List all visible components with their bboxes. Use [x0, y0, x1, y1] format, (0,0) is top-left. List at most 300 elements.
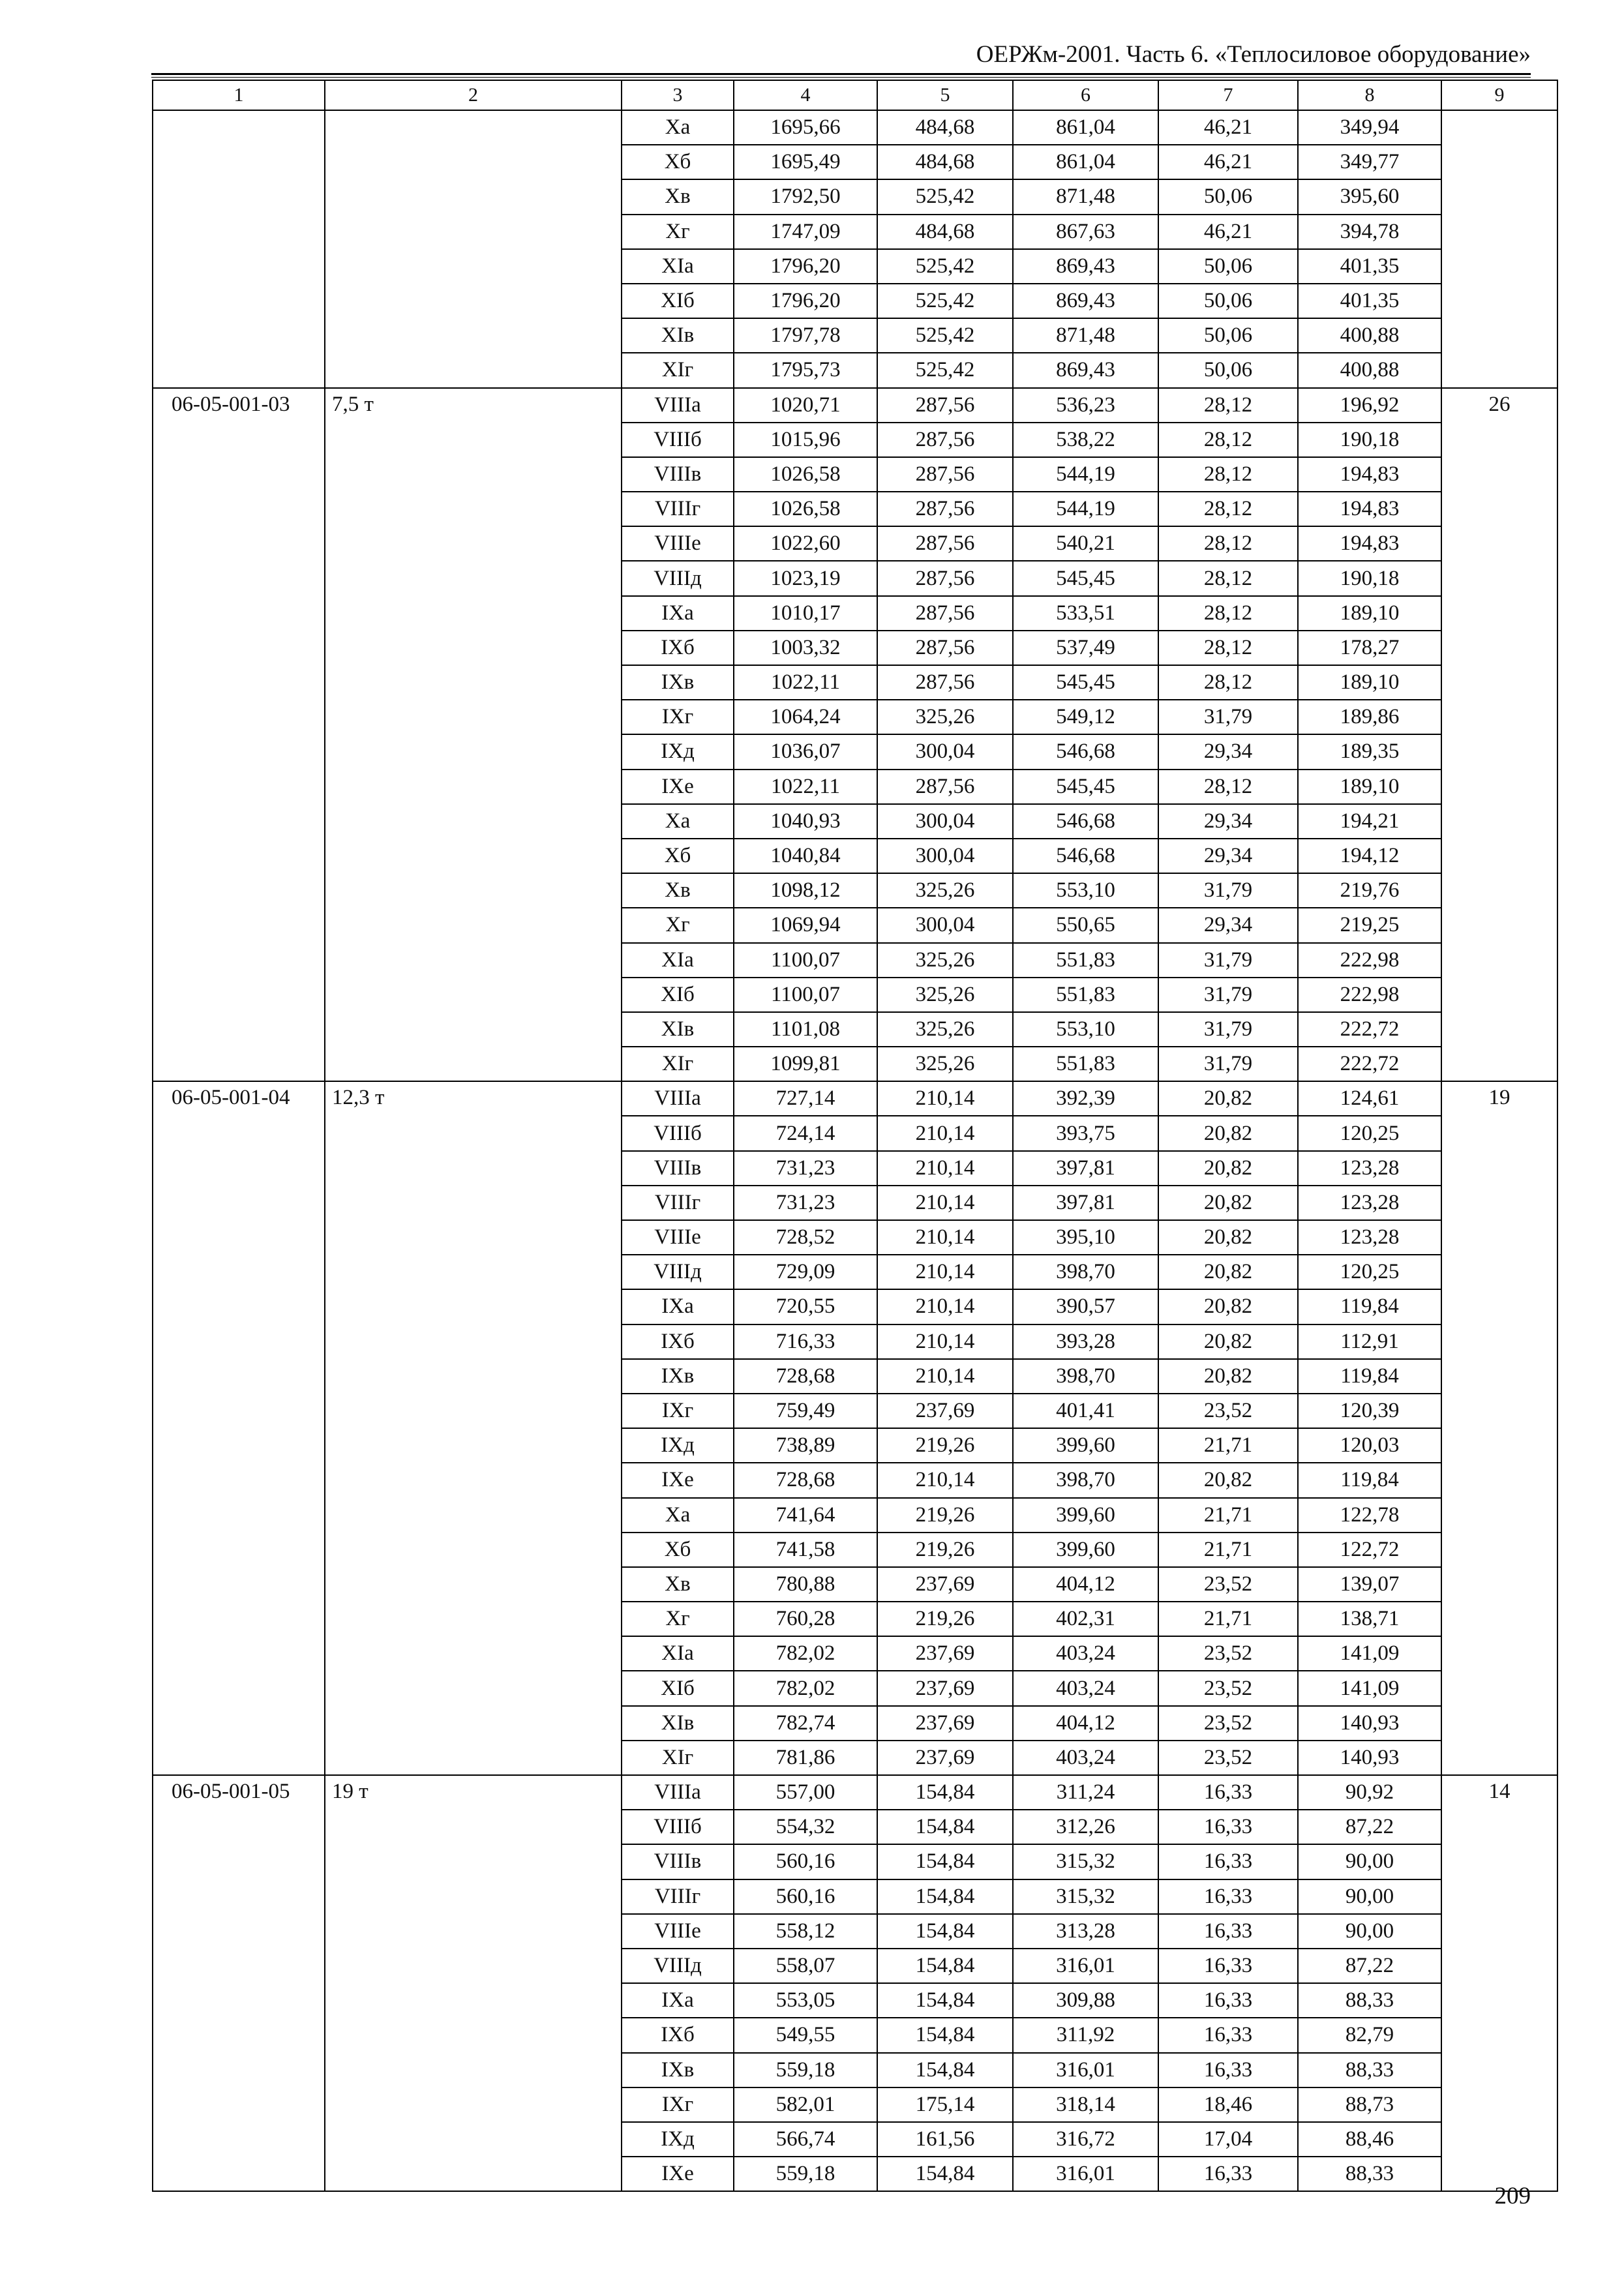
value-cell: 557,00 — [734, 1775, 877, 1810]
value-cell: 154,84 — [877, 1949, 1013, 1983]
value-cell: 28,12 — [1158, 770, 1298, 804]
value-cell: 88,33 — [1298, 1983, 1441, 2018]
variant-cell: VIIIe — [622, 526, 734, 561]
value-cell: 395,10 — [1013, 1220, 1158, 1255]
value-cell: 1795,73 — [734, 353, 877, 387]
value-cell: 551,83 — [1013, 1047, 1158, 1081]
value-cell: 28,12 — [1158, 388, 1298, 423]
value-cell: 18,46 — [1158, 2087, 1298, 2122]
value-cell: 17,04 — [1158, 2122, 1298, 2157]
value-cell: 154,84 — [877, 1810, 1013, 1844]
rate-code — [153, 110, 325, 388]
value-cell: 549,12 — [1013, 700, 1158, 734]
running-header: ОЕРЖм-2001. Часть 6. «Теплосиловое оборудование» — [976, 41, 1531, 68]
value-cell: 112,91 — [1298, 1324, 1441, 1359]
value-cell: 731,23 — [734, 1186, 877, 1220]
page-number: 209 — [1494, 2183, 1531, 2209]
value-cell: 313,28 — [1013, 1914, 1158, 1949]
value-cell: 728,52 — [734, 1220, 877, 1255]
value-cell: 399,60 — [1013, 1498, 1158, 1533]
value-cell: 398,70 — [1013, 1255, 1158, 1289]
value-cell: 210,14 — [877, 1186, 1013, 1220]
value-cell: 141,09 — [1298, 1671, 1441, 1705]
value-cell: 1026,58 — [734, 457, 877, 492]
value-cell: 194,83 — [1298, 526, 1441, 561]
variant-cell: XIв — [622, 1706, 734, 1741]
value-cell: 16,33 — [1158, 2157, 1298, 2191]
value-cell: 119,84 — [1298, 1359, 1441, 1394]
value-cell: 869,43 — [1013, 284, 1158, 318]
value-cell: 219,25 — [1298, 908, 1441, 942]
variant-cell: VIIIг — [622, 1186, 734, 1220]
value-cell: 741,58 — [734, 1533, 877, 1567]
value-cell: 1023,19 — [734, 561, 877, 595]
value-cell: 311,92 — [1013, 2018, 1158, 2052]
variant-cell: Xв — [622, 873, 734, 908]
value-cell: 154,84 — [877, 1983, 1013, 2018]
value-cell: 90,00 — [1298, 1914, 1441, 1949]
value-cell: 1020,71 — [734, 388, 877, 423]
value-cell: 50,06 — [1158, 353, 1298, 387]
value-cell: 154,84 — [877, 1879, 1013, 1914]
value-cell: 287,56 — [877, 526, 1013, 561]
value-cell: 28,12 — [1158, 492, 1298, 526]
value-cell: 119,84 — [1298, 1463, 1441, 1497]
value-cell: 525,42 — [877, 179, 1013, 214]
variant-cell: VIIIa — [622, 388, 734, 423]
value-cell: 349,77 — [1298, 145, 1441, 179]
variant-cell: IXв — [622, 665, 734, 700]
equipment-mass: 12,3 т — [325, 1081, 622, 1775]
value-cell: 222,72 — [1298, 1047, 1441, 1081]
value-cell: 1022,11 — [734, 770, 877, 804]
value-cell: 190,18 — [1298, 423, 1441, 457]
value-cell: 1069,94 — [734, 908, 877, 942]
value-cell: 210,14 — [877, 1289, 1013, 1324]
value-cell: 222,72 — [1298, 1012, 1441, 1047]
value-cell: 28,12 — [1158, 596, 1298, 631]
value-cell: 869,43 — [1013, 249, 1158, 284]
value-cell: 484,68 — [877, 110, 1013, 145]
variant-cell: VIIIa — [622, 1775, 734, 1810]
value-cell: 315,32 — [1013, 1879, 1158, 1914]
value-cell: 315,32 — [1013, 1844, 1158, 1879]
value-cell: 287,56 — [877, 492, 1013, 526]
value-cell: 318,14 — [1013, 2087, 1158, 2122]
rate-code: 06-05-001-03 — [153, 388, 325, 1082]
value-cell: 219,26 — [877, 1428, 1013, 1463]
variant-cell: IXe — [622, 2157, 734, 2191]
value-cell: 21,71 — [1158, 1533, 1298, 1567]
value-cell: 28,12 — [1158, 561, 1298, 595]
value-cell: 861,04 — [1013, 110, 1158, 145]
value-cell: 28,12 — [1158, 457, 1298, 492]
value-cell: 178,27 — [1298, 631, 1441, 665]
value-cell: 141,09 — [1298, 1636, 1441, 1671]
variant-cell: VIIIв — [622, 1151, 734, 1186]
value-cell: 287,56 — [877, 770, 1013, 804]
value-cell: 545,45 — [1013, 665, 1158, 700]
variant-cell: VIIIe — [622, 1914, 734, 1949]
variant-cell: XIб — [622, 1671, 734, 1705]
value-cell: 1022,11 — [734, 665, 877, 700]
variant-cell: IXб — [622, 631, 734, 665]
value-cell: 559,18 — [734, 2157, 877, 2191]
value-cell: 399,60 — [1013, 1428, 1158, 1463]
header-rule-thin — [151, 77, 1531, 78]
value-cell: 194,12 — [1298, 839, 1441, 873]
value-cell: 316,01 — [1013, 2053, 1158, 2087]
value-cell: 219,26 — [877, 1533, 1013, 1567]
value-cell: 196,92 — [1298, 388, 1441, 423]
value-cell: 16,33 — [1158, 1879, 1298, 1914]
value-cell: 300,04 — [877, 804, 1013, 839]
value-cell: 29,34 — [1158, 734, 1298, 769]
variant-cell: XIб — [622, 284, 734, 318]
value-cell: 31,79 — [1158, 1047, 1298, 1081]
value-cell: 393,75 — [1013, 1116, 1158, 1150]
variant-cell: Xб — [622, 839, 734, 873]
value-cell: 782,02 — [734, 1671, 877, 1705]
value-cell: 782,74 — [734, 1706, 877, 1741]
value-cell: 210,14 — [877, 1081, 1013, 1116]
value-cell: 536,23 — [1013, 388, 1158, 423]
value-cell: 50,06 — [1158, 179, 1298, 214]
value-cell: 401,35 — [1298, 284, 1441, 318]
variant-cell: Xг — [622, 908, 734, 942]
value-cell: 1101,08 — [734, 1012, 877, 1047]
value-cell: 16,33 — [1158, 1949, 1298, 1983]
value-cell: 20,82 — [1158, 1255, 1298, 1289]
value-cell: 222,98 — [1298, 943, 1441, 978]
value-cell: 120,03 — [1298, 1428, 1441, 1463]
value-cell: 401,35 — [1298, 249, 1441, 284]
value-cell: 869,43 — [1013, 353, 1158, 387]
value-cell: 50,06 — [1158, 318, 1298, 353]
value-cell: 50,06 — [1158, 249, 1298, 284]
value-cell: 398,70 — [1013, 1463, 1158, 1497]
value-cell: 1036,07 — [734, 734, 877, 769]
value-cell: 28,12 — [1158, 423, 1298, 457]
value-cell: 566,74 — [734, 2122, 877, 2157]
column-number: 6 — [1013, 80, 1158, 110]
variant-cell: XIг — [622, 1047, 734, 1081]
table-row — [153, 388, 1557, 423]
value-cell: 1026,58 — [734, 492, 877, 526]
value-cell: 533,51 — [1013, 596, 1158, 631]
value-cell: 139,07 — [1298, 1567, 1441, 1602]
value-cell: 50,06 — [1158, 284, 1298, 318]
value-cell: 31,79 — [1158, 978, 1298, 1012]
value-cell: 28,12 — [1158, 526, 1298, 561]
variant-cell: VIIIд — [622, 1949, 734, 1983]
variant-cell: VIIIд — [622, 561, 734, 595]
value-cell: 88,73 — [1298, 2087, 1441, 2122]
value-cell: 544,19 — [1013, 492, 1158, 526]
value-cell: 325,26 — [877, 943, 1013, 978]
value-cell: 316,01 — [1013, 2157, 1158, 2191]
value-cell: 538,22 — [1013, 423, 1158, 457]
value-cell: 727,14 — [734, 1081, 877, 1116]
value-cell: 46,21 — [1158, 110, 1298, 145]
value-cell: 1010,17 — [734, 596, 877, 631]
col9-value — [1441, 110, 1557, 388]
value-cell: 210,14 — [877, 1151, 1013, 1186]
value-cell: 123,28 — [1298, 1220, 1441, 1255]
value-cell: 1100,07 — [734, 978, 877, 1012]
value-cell: 154,84 — [877, 2053, 1013, 2087]
value-cell: 1796,20 — [734, 284, 877, 318]
value-cell: 88,46 — [1298, 2122, 1441, 2157]
value-cell: 760,28 — [734, 1602, 877, 1636]
value-cell: 123,28 — [1298, 1151, 1441, 1186]
value-cell: 525,42 — [877, 353, 1013, 387]
variant-cell: Xб — [622, 1533, 734, 1567]
variant-cell: VIIIд — [622, 1255, 734, 1289]
value-cell: 1003,32 — [734, 631, 877, 665]
variant-cell: IXe — [622, 770, 734, 804]
value-cell: 210,14 — [877, 1255, 1013, 1289]
value-cell: 189,10 — [1298, 665, 1441, 700]
value-cell: 122,78 — [1298, 1498, 1441, 1533]
value-cell: 23,52 — [1158, 1671, 1298, 1705]
value-cell: 20,82 — [1158, 1186, 1298, 1220]
column-number-row — [153, 80, 1557, 110]
value-cell: 88,33 — [1298, 2157, 1441, 2191]
value-cell: 544,19 — [1013, 457, 1158, 492]
value-cell: 161,56 — [877, 2122, 1013, 2157]
value-cell: 1015,96 — [734, 423, 877, 457]
variant-cell: XIв — [622, 1012, 734, 1047]
variant-cell: Xв — [622, 1567, 734, 1602]
value-cell: 28,12 — [1158, 631, 1298, 665]
value-cell: 553,10 — [1013, 1012, 1158, 1047]
value-cell: 558,07 — [734, 1949, 877, 1983]
value-cell: 1040,84 — [734, 839, 877, 873]
value-cell: 390,57 — [1013, 1289, 1158, 1324]
value-cell: 20,82 — [1158, 1151, 1298, 1186]
value-cell: 720,55 — [734, 1289, 877, 1324]
variant-cell: VIIIг — [622, 492, 734, 526]
value-cell: 398,70 — [1013, 1359, 1158, 1394]
value-cell: 120,25 — [1298, 1255, 1441, 1289]
value-cell: 553,10 — [1013, 873, 1158, 908]
value-cell: 1098,12 — [734, 873, 877, 908]
value-cell: 16,33 — [1158, 2053, 1298, 2087]
value-cell: 1797,78 — [734, 318, 877, 353]
value-cell: 716,33 — [734, 1324, 877, 1359]
value-cell: 23,52 — [1158, 1706, 1298, 1741]
value-cell: 20,82 — [1158, 1359, 1298, 1394]
value-cell: 120,25 — [1298, 1116, 1441, 1150]
value-cell: 190,18 — [1298, 561, 1441, 595]
value-cell: 780,88 — [734, 1567, 877, 1602]
value-cell: 123,28 — [1298, 1186, 1441, 1220]
equipment-mass: 19 т — [325, 1775, 622, 2191]
value-cell: 194,83 — [1298, 492, 1441, 526]
value-cell: 20,82 — [1158, 1220, 1298, 1255]
value-cell: 403,24 — [1013, 1636, 1158, 1671]
value-cell: 558,12 — [734, 1914, 877, 1949]
value-cell: 392,39 — [1013, 1081, 1158, 1116]
value-cell: 394,78 — [1298, 215, 1441, 249]
value-cell: 1022,60 — [734, 526, 877, 561]
value-cell: 87,22 — [1298, 1810, 1441, 1844]
value-cell: 287,56 — [877, 561, 1013, 595]
value-cell: 325,26 — [877, 978, 1013, 1012]
header-rule — [151, 73, 1531, 75]
value-cell: 724,14 — [734, 1116, 877, 1150]
column-number: 3 — [622, 80, 734, 110]
value-cell: 1792,50 — [734, 179, 877, 214]
value-cell: 28,12 — [1158, 665, 1298, 700]
value-cell: 237,69 — [877, 1567, 1013, 1602]
value-cell: 16,33 — [1158, 1914, 1298, 1949]
value-cell: 525,42 — [877, 249, 1013, 284]
variant-cell: IXд — [622, 2122, 734, 2157]
variant-cell: IXб — [622, 1324, 734, 1359]
value-cell: 237,69 — [877, 1741, 1013, 1775]
variant-cell: XIг — [622, 1741, 734, 1775]
value-cell: 31,79 — [1158, 1012, 1298, 1047]
value-cell: 31,79 — [1158, 943, 1298, 978]
variant-cell: Xa — [622, 804, 734, 839]
value-cell: 402,31 — [1013, 1602, 1158, 1636]
variant-cell: VIIIб — [622, 1810, 734, 1844]
column-number: 2 — [325, 80, 622, 110]
value-cell: 1796,20 — [734, 249, 877, 284]
value-cell: 1695,49 — [734, 145, 877, 179]
rates-table — [152, 80, 1558, 2192]
value-cell: 403,24 — [1013, 1671, 1158, 1705]
value-cell: 16,33 — [1158, 1983, 1298, 2018]
value-cell: 140,93 — [1298, 1706, 1441, 1741]
value-cell: 759,49 — [734, 1394, 877, 1428]
variant-cell: VIIIг — [622, 1879, 734, 1914]
value-cell: 484,68 — [877, 145, 1013, 179]
value-cell: 23,52 — [1158, 1741, 1298, 1775]
value-cell: 23,52 — [1158, 1394, 1298, 1428]
variant-cell: XIa — [622, 249, 734, 284]
value-cell: 189,10 — [1298, 596, 1441, 631]
value-cell: 16,33 — [1158, 1775, 1298, 1810]
value-cell: 119,84 — [1298, 1289, 1441, 1324]
value-cell: 21,71 — [1158, 1428, 1298, 1463]
variant-cell: XIв — [622, 318, 734, 353]
value-cell: 31,79 — [1158, 700, 1298, 734]
value-cell: 20,82 — [1158, 1116, 1298, 1150]
variant-cell: IXa — [622, 596, 734, 631]
value-cell: 546,68 — [1013, 839, 1158, 873]
value-cell: 582,01 — [734, 2087, 877, 2122]
value-cell: 731,23 — [734, 1151, 877, 1186]
variant-cell: Xв — [622, 179, 734, 214]
value-cell: 16,33 — [1158, 2018, 1298, 2052]
value-cell: 546,68 — [1013, 734, 1158, 769]
value-cell: 312,26 — [1013, 1810, 1158, 1844]
value-cell: 537,49 — [1013, 631, 1158, 665]
value-cell: 287,56 — [877, 388, 1013, 423]
value-cell: 219,26 — [877, 1602, 1013, 1636]
value-cell: 154,84 — [877, 1914, 1013, 1949]
value-cell: 728,68 — [734, 1463, 877, 1497]
value-cell: 237,69 — [877, 1636, 1013, 1671]
value-cell: 87,22 — [1298, 1949, 1441, 1983]
value-cell: 1064,24 — [734, 700, 877, 734]
value-cell: 210,14 — [877, 1463, 1013, 1497]
value-cell: 189,10 — [1298, 770, 1441, 804]
variant-cell: IXa — [622, 1983, 734, 2018]
col9-value: 19 — [1441, 1081, 1557, 1775]
value-cell: 400,88 — [1298, 353, 1441, 387]
rate-code: 06-05-001-05 — [153, 1775, 325, 2191]
value-cell: 484,68 — [877, 215, 1013, 249]
variant-cell: VIIIв — [622, 1844, 734, 1879]
value-cell: 545,45 — [1013, 770, 1158, 804]
value-cell: 20,82 — [1158, 1324, 1298, 1359]
value-cell: 29,34 — [1158, 839, 1298, 873]
column-number: 7 — [1158, 80, 1298, 110]
value-cell: 189,86 — [1298, 700, 1441, 734]
value-cell: 23,52 — [1158, 1567, 1298, 1602]
variant-cell: IXe — [622, 1463, 734, 1497]
value-cell: 781,86 — [734, 1741, 877, 1775]
value-cell: 287,56 — [877, 596, 1013, 631]
value-cell: 1040,93 — [734, 804, 877, 839]
variant-cell: VIIIe — [622, 1220, 734, 1255]
variant-cell: IXв — [622, 1359, 734, 1394]
value-cell: 549,55 — [734, 2018, 877, 2052]
value-cell: 154,84 — [877, 2157, 1013, 2191]
value-cell: 287,56 — [877, 631, 1013, 665]
value-cell: 399,60 — [1013, 1533, 1158, 1567]
value-cell: 325,26 — [877, 873, 1013, 908]
value-cell: 222,98 — [1298, 978, 1441, 1012]
column-number: 8 — [1298, 80, 1441, 110]
value-cell: 237,69 — [877, 1706, 1013, 1741]
value-cell: 175,14 — [877, 2087, 1013, 2122]
value-cell: 219,26 — [877, 1498, 1013, 1533]
value-cell: 300,04 — [877, 734, 1013, 769]
variant-cell: VIIIб — [622, 1116, 734, 1150]
value-cell: 554,32 — [734, 1810, 877, 1844]
value-cell: 550,65 — [1013, 908, 1158, 942]
value-cell: 31,79 — [1158, 873, 1298, 908]
value-cell: 122,72 — [1298, 1533, 1441, 1567]
value-cell: 551,83 — [1013, 943, 1158, 978]
value-cell: 540,21 — [1013, 526, 1158, 561]
variant-cell: Xг — [622, 1602, 734, 1636]
value-cell: 349,94 — [1298, 110, 1441, 145]
value-cell: 287,56 — [877, 423, 1013, 457]
value-cell: 237,69 — [877, 1394, 1013, 1428]
value-cell: 325,26 — [877, 700, 1013, 734]
col9-value: 14 — [1441, 1775, 1557, 2191]
value-cell: 738,89 — [734, 1428, 877, 1463]
value-cell: 219,76 — [1298, 873, 1441, 908]
value-cell: 210,14 — [877, 1359, 1013, 1394]
variant-cell: IXб — [622, 2018, 734, 2052]
value-cell: 404,12 — [1013, 1706, 1158, 1741]
value-cell: 397,81 — [1013, 1151, 1158, 1186]
value-cell: 728,68 — [734, 1359, 877, 1394]
value-cell: 316,72 — [1013, 2122, 1158, 2157]
value-cell: 545,45 — [1013, 561, 1158, 595]
variant-cell: VIIIa — [622, 1081, 734, 1116]
value-cell: 393,28 — [1013, 1324, 1158, 1359]
equipment-mass — [325, 110, 622, 388]
value-cell: 138,71 — [1298, 1602, 1441, 1636]
